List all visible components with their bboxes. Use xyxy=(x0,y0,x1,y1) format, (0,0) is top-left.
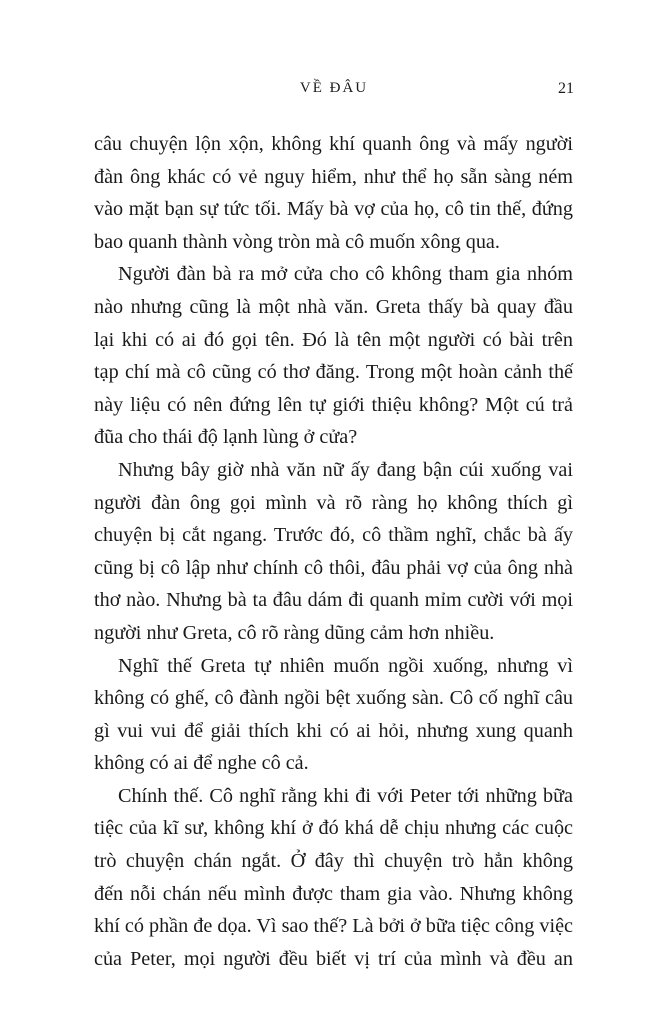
text-line: tiệc của kĩ sư, không khí ở đó khá dễ chịu nhưng các cuộc xyxy=(94,817,573,840)
text-line: đàn ông khác có vẻ nguy hiểm, như thể họ sẵn sàng ném xyxy=(94,165,573,188)
text-line: không có ghế, cô đành ngồi bệt xuống sàn. Cô cố nghĩ câu xyxy=(94,687,573,710)
paragraph-3 xyxy=(94,454,573,650)
text-line: Nhưng bây giờ nhà văn nữ ấy đang bận cúi xuống vai xyxy=(118,458,573,481)
paragraph-1 xyxy=(94,128,573,258)
text-line: khí có phần đe dọa. Vì sao thế? Là bởi ở bữa tiệc công việc xyxy=(94,915,573,938)
body-text xyxy=(94,128,573,975)
text-line: lại khi có ai đó gọi tên. Đó là tên một người có bài trên xyxy=(94,328,573,351)
running-title: VỀ ĐÂU xyxy=(299,80,369,96)
running-header xyxy=(94,80,574,102)
text-line: của Peter, mọi người đều biết vị trí của mình và đều an xyxy=(94,947,573,970)
text-line: Chính thế. Cô nghĩ rằng khi đi với Peter tới những bữa xyxy=(118,784,573,807)
paragraph-4 xyxy=(94,650,573,780)
page-number: 21 xyxy=(558,80,574,97)
text-line: đến nỗi chán nếu mình được tham gia vào. Nhưng không xyxy=(94,882,573,905)
text-line: đũa cho thái độ lạnh lùng ở cửa? xyxy=(94,426,358,449)
text-line: vào mặt bạn sự tức tối. Mấy bà vợ của họ, cô tin thế, đứng xyxy=(94,198,573,221)
text-line: gì vui vui để giải thích khi có ai hỏi, nhưng xung quanh xyxy=(94,719,573,742)
text-line: câu chuyện lộn xộn, không khí quanh ông và mấy người xyxy=(94,133,573,155)
text-line: này liệu có nên đứng lên tự giới thiệu không? Một cú trả xyxy=(94,393,573,416)
text-line: cũng bị cô lập như chính cô thôi, đâu phải vợ của ông nhà xyxy=(94,556,573,579)
paragraph-5 xyxy=(94,780,573,976)
text-line: chuyện bị cắt ngang. Trước đó, cô thầm nghĩ, chắc bà ấy xyxy=(94,524,573,547)
text-line: trò chuyện chán ngắt. Ở đây thì chuyện trò hẳn không xyxy=(94,850,573,873)
text-line: không có ai để nghe cô cả. xyxy=(94,752,309,775)
text-line: người đàn ông gọi mình và rõ ràng họ không thích gì xyxy=(94,491,573,514)
paragraph-2 xyxy=(94,258,573,454)
text-line: Nghĩ thế Greta tự nhiên muốn ngồi xuống, nhưng vì xyxy=(118,654,573,677)
text-line: thơ nào. Nhưng bà ta đâu dám đi quanh mỉm cười với mọi xyxy=(94,589,573,612)
text-line: bao quanh thành vòng tròn mà cô muốn xông qua. xyxy=(94,230,500,253)
text-line: nào nhưng cũng là một nhà văn. Greta thấy bà quay đầu xyxy=(94,295,573,318)
text-line: tạp chí mà cô cũng có thơ đăng. Trong một hoàn cảnh thế xyxy=(94,361,573,384)
text-line: người như Greta, cô rõ ràng dũng cảm hơn nhiều. xyxy=(94,621,495,644)
text-line: Người đàn bà ra mở cửa cho cô không tham gia nhóm xyxy=(118,263,573,286)
